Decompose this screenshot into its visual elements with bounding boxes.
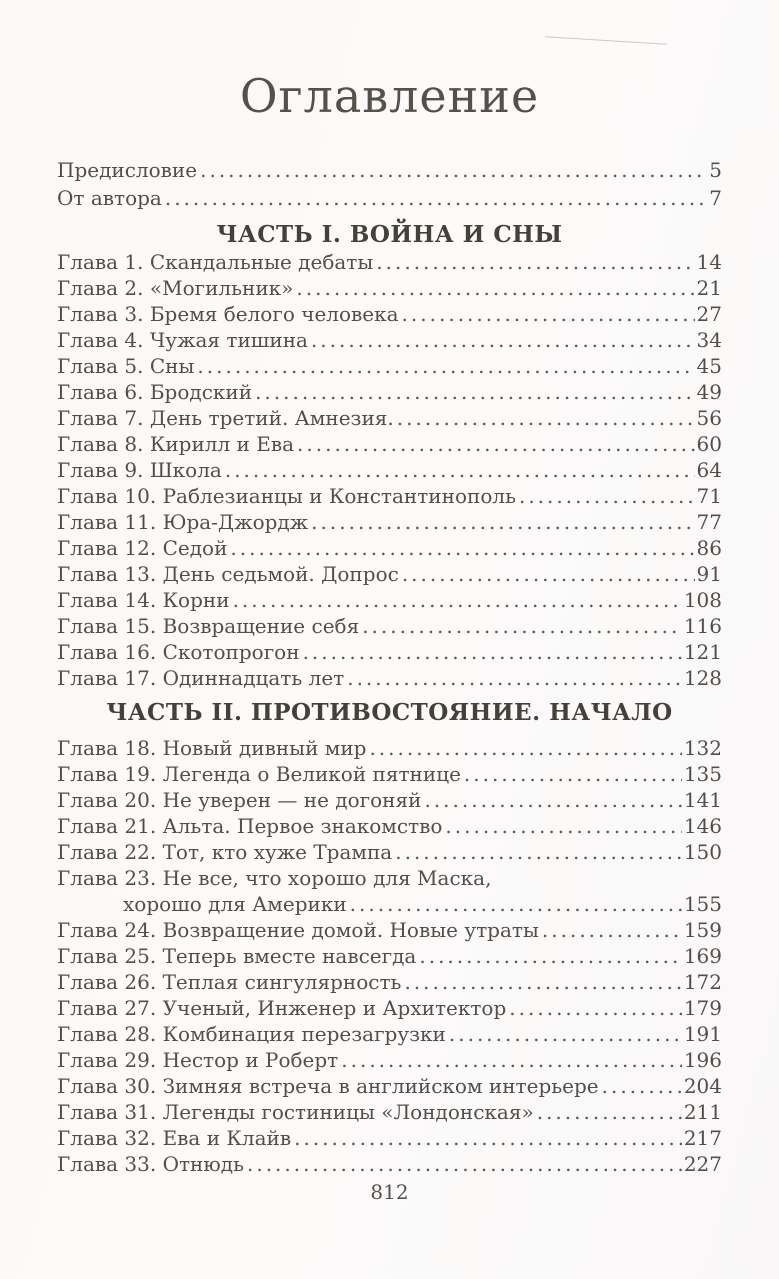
toc-entry [57, 970, 722, 996]
toc-entry [57, 302, 722, 328]
dot-leader [350, 892, 682, 916]
toc-entry-label: Глава 8. Кирилл и Ева [57, 432, 295, 456]
toc-entry-page: 128 [683, 666, 722, 690]
toc-entry [57, 250, 722, 276]
toc-entry-label: Глава 16. Скотопрогон [57, 640, 300, 664]
toc-entry-label: Глава 19. Легенда о Великой пятнице [57, 762, 461, 786]
toc-entry [57, 1074, 722, 1100]
toc-entry [57, 840, 722, 866]
page-title: Оглавление [239, 69, 540, 123]
toc-entry-page: 196 [683, 1048, 722, 1072]
toc-entry-label: Глава 1. Скандальные дебаты [57, 250, 374, 274]
toc-entry-page: 146 [683, 814, 722, 838]
dot-leader [200, 158, 707, 182]
dot-leader [303, 640, 682, 664]
toc-entry-label: Глава 13. День седьмой. Допрос [57, 562, 399, 586]
toc-entry-page: 56 [696, 406, 722, 430]
dot-leader [311, 328, 695, 352]
toc-entry [57, 944, 722, 970]
toc-entry [57, 354, 722, 380]
toc-entry-page: 21 [696, 276, 722, 300]
toc-entry [57, 432, 722, 458]
toc-entry-page: 91 [696, 562, 722, 586]
dot-leader [402, 562, 695, 586]
toc-entry-page: 191 [683, 1022, 722, 1046]
toc-entry-label: Глава 4. Чужая тишина [57, 328, 308, 352]
folio-page-number: 812 [370, 1180, 409, 1204]
dot-leader [197, 354, 694, 378]
toc-entry [57, 1022, 722, 1048]
dot-leader [294, 1126, 682, 1150]
toc-entry-page: 211 [683, 1100, 722, 1124]
toc-entry-label: Глава 33. Отнюдь [57, 1152, 244, 1176]
toc-part-2-heading: ЧАСТЬ II. ПРОТИВОСТОЯНИЕ. НАЧАЛО [106, 699, 673, 726]
dot-leader [165, 186, 707, 210]
toc-entry [57, 1152, 722, 1178]
toc-entry [57, 536, 722, 562]
toc-entry-page: 227 [683, 1152, 722, 1176]
dot-leader [225, 458, 695, 482]
toc-entry-page: 204 [683, 1074, 722, 1098]
dot-leader [424, 788, 681, 812]
dot-leader [464, 762, 682, 786]
toc-entry-page: 49 [696, 380, 722, 404]
toc-entry-page: 86 [696, 536, 722, 560]
dot-leader [230, 536, 694, 560]
toc-entry-label: Глава 26. Теплая сингулярность [57, 970, 402, 994]
toc-entry [57, 158, 722, 186]
toc-entry-page: 217 [683, 1126, 722, 1150]
toc-entry-page: 45 [696, 354, 722, 378]
toc-entry-label: Глава 9. Школа [57, 458, 222, 482]
toc-entry-label: Глава 31. Легенды гостиницы «Лондонская» [57, 1100, 534, 1124]
toc-entry-label: Глава 22. Тот, кто хуже Трампа [57, 840, 393, 864]
toc-entry-label: Глава 2. «Могильник» [57, 276, 294, 300]
toc-entry [57, 736, 722, 762]
dot-leader [404, 970, 681, 994]
dot-leader [341, 1048, 682, 1072]
dot-leader [376, 250, 694, 274]
toc-entry-label: Глава 3. Бремя белого человека [57, 302, 399, 326]
toc-entry-page: 64 [696, 458, 722, 482]
toc-entry-page: 169 [683, 944, 722, 968]
toc-entry [57, 614, 722, 640]
dot-leader [397, 406, 695, 430]
toc-entry-wrapped-first-line [57, 866, 722, 892]
toc-entry-page: 135 [683, 762, 722, 786]
toc-entry [57, 588, 722, 614]
toc-entry-label: Глава 32. Ева и Клайв [57, 1126, 292, 1150]
toc-entry [57, 1048, 722, 1074]
toc-entry-label: Глава 12. Седой [57, 536, 228, 560]
toc-entry [57, 276, 722, 302]
toc-entry-page: 141 [683, 788, 722, 812]
toc-entry-label: Глава 7. День третий. Амнезия. [57, 406, 394, 430]
toc-entry-page: 150 [683, 840, 722, 864]
toc-entry-label: Глава 18. Новый дивный мир [57, 736, 367, 760]
toc-entry-label: Предисловие [57, 158, 198, 182]
toc-part-2-entries [57, 736, 722, 1178]
toc-entry-page: 27 [696, 302, 722, 326]
toc-entry-label: Глава 24. Возвращение домой. Новые утраты [57, 918, 539, 942]
dot-leader [311, 510, 694, 534]
toc-part-1-heading: ЧАСТЬ I. ВОЙНА И СНЫ [216, 221, 563, 248]
dot-leader [297, 432, 695, 456]
toc-entry-label: Глава 5. Сны [57, 354, 195, 378]
toc-front-matter [57, 158, 722, 214]
toc-entry-label: Глава 28. Комбинация перезагрузки [57, 1022, 446, 1046]
dot-leader [255, 380, 694, 404]
toc-entry-label: хорошо для Америки [123, 892, 347, 916]
toc-entry [57, 640, 722, 666]
toc-entry [57, 406, 722, 432]
toc-part-1-entries [57, 250, 722, 692]
dot-leader [395, 840, 682, 864]
dot-leader [402, 302, 695, 326]
toc-entry [57, 666, 722, 692]
dot-leader [247, 1152, 682, 1176]
dot-leader [296, 276, 694, 300]
toc-entry-page: 116 [683, 614, 722, 638]
toc-entry-page: 5 [709, 158, 722, 182]
toc-entry [57, 186, 722, 214]
toc-entry-label: Глава 6. Бродский [57, 380, 253, 404]
toc-entry-page: 7 [709, 186, 722, 210]
toc-entry-page: 155 [683, 892, 722, 916]
toc-entry-label: Глава 11. Юра-Джордж [57, 510, 309, 534]
toc-entry [57, 788, 722, 814]
toc-entry-page: 34 [696, 328, 722, 352]
toc-entry-label: Глава 10. Раблезианцы и Константинополь [57, 484, 516, 508]
toc-entry [57, 458, 722, 484]
dot-leader [602, 1074, 682, 1098]
toc-entry-label: Глава 27. Ученый, Инженер и Архитектор [57, 996, 507, 1020]
toc-entry-page: 14 [696, 250, 722, 274]
toc-entry-page: 159 [683, 918, 722, 942]
dot-leader [449, 1022, 682, 1046]
toc-entry [57, 762, 722, 788]
toc-entry-label: Глава 21. Альта. Первое знакомство [57, 814, 443, 838]
toc-entry-label: Глава 20. Не уверен — не догоняй [57, 788, 422, 812]
dot-leader [519, 484, 695, 508]
toc-entry-label: Глава 25. Теперь вместе навсегда [57, 944, 417, 968]
toc-entry-wrapped-continuation [57, 892, 722, 918]
toc-entry-label: Глава 15. Возвращение себя [57, 614, 360, 638]
toc-content [57, 0, 722, 1178]
toc-entry-label: Глава 14. Корни [57, 588, 230, 612]
toc-entry-page: 77 [696, 510, 722, 534]
toc-entry [57, 1100, 722, 1126]
toc-entry [57, 814, 722, 840]
dot-leader [537, 1100, 682, 1124]
toc-entry-page: 60 [696, 432, 722, 456]
toc-entry-page: 132 [683, 736, 722, 760]
toc-entry-page: 179 [683, 996, 722, 1020]
toc-entry [57, 484, 722, 510]
toc-entry-label: Глава 23. Не все, что хорошо для Маска, [57, 866, 492, 890]
toc-entry-label: От автора [57, 186, 162, 210]
dot-leader [419, 944, 681, 968]
toc-entry-label: Глава 17. Одиннадцать лет [57, 666, 345, 690]
toc-entry-page: 121 [683, 640, 722, 664]
toc-entry-page: 71 [696, 484, 722, 508]
dot-leader [509, 996, 682, 1020]
toc-entry-label: Глава 30. Зимняя встреча в английском интерьере [57, 1074, 599, 1098]
toc-entry [57, 918, 722, 944]
toc-entry-page: 172 [683, 970, 722, 994]
dot-leader [369, 736, 681, 760]
toc-entry-page: 108 [683, 588, 722, 612]
toc-entry [57, 996, 722, 1022]
toc-entry [57, 510, 722, 536]
dot-leader [542, 918, 682, 942]
dot-leader [445, 814, 681, 838]
toc-entry [57, 562, 722, 588]
toc-entry-label: Глава 29. Нестор и Роберт [57, 1048, 339, 1072]
dot-leader [362, 614, 682, 638]
toc-entry [57, 328, 722, 354]
toc-entry [57, 1126, 722, 1152]
dot-leader [347, 666, 682, 690]
toc-entry [57, 380, 722, 406]
dot-leader [233, 588, 682, 612]
